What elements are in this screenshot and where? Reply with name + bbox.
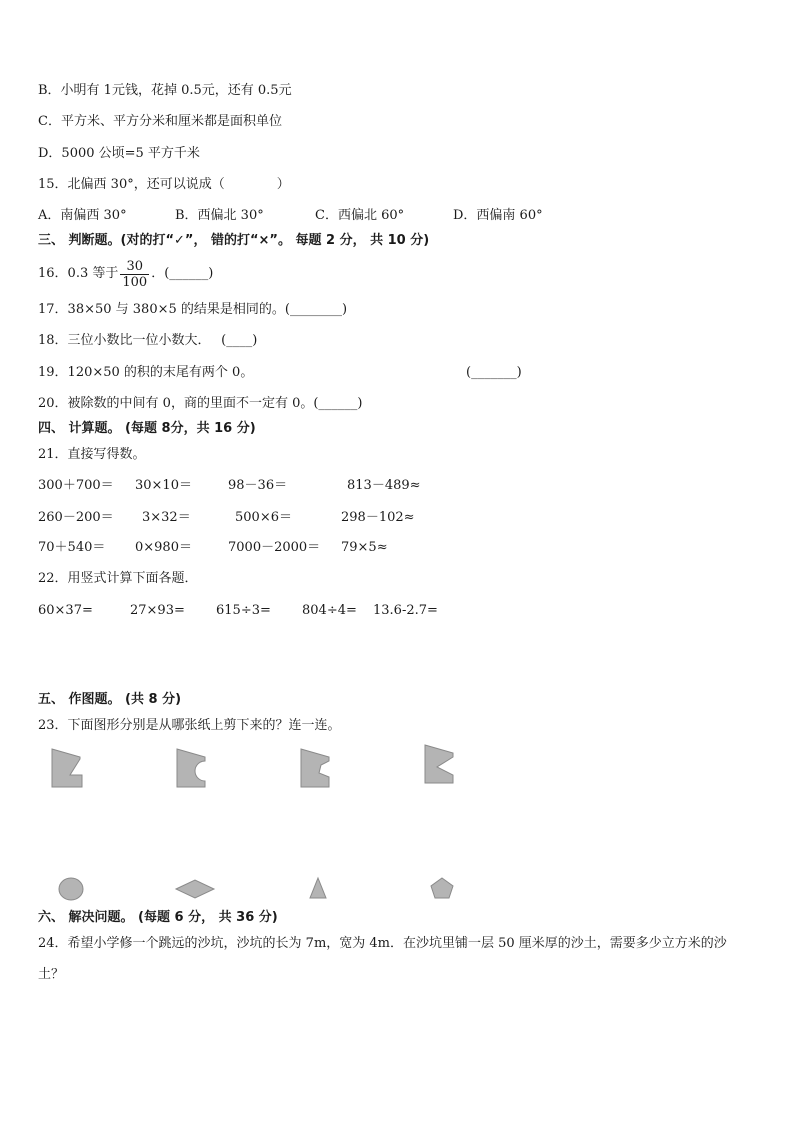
question-20: 20．被除数的中间有 0，商的里面不一定有 0。(______) [38,396,363,411]
fraction-denominator: 100 [122,274,148,290]
question-15: 15．北偏西 30°，还可以说成（ ） [38,177,290,192]
calc-item: 70＋540＝ [38,540,106,555]
question-24-line-2: 土？ [38,967,65,982]
q19-answer-blank: (_______) [466,365,522,380]
calc-item: 98－36＝ [228,478,288,493]
calc-item: 260－200＝ [38,510,114,525]
question-24-line-1: 24．希望小学修一个跳远的沙坑，沙坑的长为 7m，宽为 4m．在沙坑里铺一层 50 厘米厚的沙土，需要多少立方米的沙 [38,936,727,951]
vertical-calc-item: 615÷3= [216,603,271,618]
q16-suffix: ．(______) [151,266,214,281]
question-22: 22．用竖式计算下面各题． [38,571,198,586]
q15-option-c: C．西偏北 60° [315,208,405,223]
cutout-shape-2 [173,747,209,789]
section-5-heading: 五、 作图题。 (共 8 分) [38,692,182,707]
calc-item: 7000－2000＝ [228,540,321,555]
option-b: B．小明有 1元钱，花掉 0.5元，还有 0.5元 [38,83,292,98]
q15-option-d: D．西偏南 60° [453,208,543,223]
calc-item: 500×6＝ [235,510,292,525]
question-23: 23．下面图形分别是从哪张纸上剪下来的？连一连。 [38,718,341,733]
cutout-shape-1 [48,747,84,789]
q15-option-b: B．西偏北 30° [175,208,264,223]
vertical-calc-item: 60×37= [38,603,93,618]
calc-item: 30×10＝ [135,478,192,493]
pentagon-shape [429,876,455,900]
section-4-heading: 四、 计算题。 (每题 8分，共 16 分) [38,421,256,436]
q16-prefix: 16．0.3 等于 [38,266,119,281]
question-19: 19．120×50 的积的末尾有两个 0。 [38,365,254,380]
vertical-calc-item: 27×93= [130,603,185,618]
question-21: 21．直接写得数。 [38,447,146,462]
question-18: 18．三位小数比一位小数大． (____) [38,333,258,348]
cutout-shape-3 [297,747,333,789]
vertical-calc-item: 13.6-2.7= [373,603,438,618]
q15-option-a: A．南偏西 30° [38,208,127,223]
calc-item: 0×980＝ [135,540,192,555]
question-16 [38,256,213,292]
triangle-shape [308,876,328,900]
calc-item: 3×32＝ [142,510,191,525]
option-c: C．平方米、平方分米和厘米都是面积单位 [38,114,282,129]
rhombus-shape [174,878,216,900]
calc-item: 813－489≈ [347,478,421,493]
fraction-numerator: 30 [120,259,149,275]
cutout-shape-4 [421,743,457,785]
vertical-calc-item: 804÷4= [302,603,357,618]
calc-item: 300＋700＝ [38,478,114,493]
fraction [120,259,149,290]
calc-item: 298－102≈ [341,510,415,525]
section-3-heading: 三、 判断题。(对的打“✓”， 错的打“×”。 每题 2 分， 共 10 分) [38,233,430,248]
calc-item: 79×5≈ [341,540,388,555]
option-d: D．5000 公顷=5 平方千米 [38,146,200,161]
question-17: 17．38×50 与 380×5 的结果是相同的。(________) [38,302,348,317]
circle-shape [57,876,85,902]
section-6-heading: 六、 解决问题。 (每题 6 分， 共 36 分) [38,910,278,925]
